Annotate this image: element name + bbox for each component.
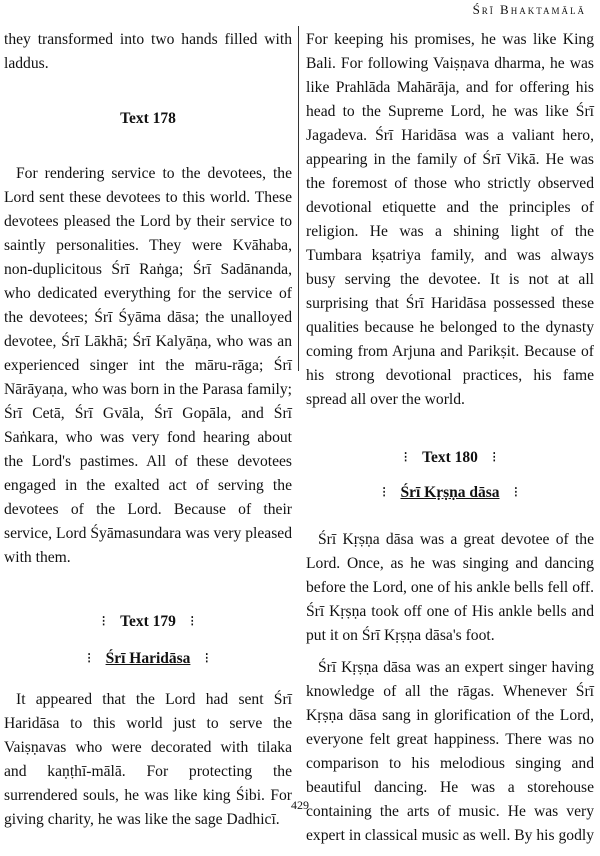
text-178-heading: Text 178 [120, 110, 176, 127]
text-179-title: Text 179 [120, 613, 176, 630]
haridasa-continuation-paragraph: For keeping his promises, he was like King Bali. For following Vaiṣṇava dharma, he was like Prahlāda Mahārāja, and for offering his head to the Supreme Lord, he was like Śrī Jagadeva. Śrī Haridāsa was a valiant hero, appearing in the family of Śrī Vikā. He was the foremost of those who strictly observed devotional etiquette and the principles of religion. He was a shining light of the Tumbara kṣatriya family, and was always busy serving the devotee. It is not at all surprising that Śrī Haridāsa possessed these qualities because he belonged to the dynasty coming from Arjuna and Parikṣit. Because of his strong devotional practices, his fame spread all over the world. [306, 31, 594, 408]
paragraph-continuation: they transformed into two hands filled with laddus. [4, 31, 292, 72]
right-column [306, 28, 594, 856]
krsna-dasa-subheading [306, 483, 594, 502]
ornament-right-icon: ⁝ [204, 651, 210, 667]
ornament-left-icon: ⁝ [403, 450, 409, 466]
page-number: 429 [291, 798, 309, 812]
haridasa-title: Śrī Haridāsa [105, 650, 191, 667]
krsna-dasa-title: Śrī Kṛṣṇa dāsa [400, 484, 500, 501]
ornament-left-icon: ⁝ [101, 614, 107, 630]
ornament-left-icon: ⁝ [381, 485, 387, 501]
running-header: Śrī Bhaktamālā [472, 2, 586, 17]
text-180-title: Text 180 [422, 449, 478, 466]
left-column [4, 28, 292, 840]
text-180-paragraph-1: Śrī Kṛṣṇa dāsa was a great devotee of the Lord. Once, as he was singing and dancing before the Lord, one of his ankle bells fell off. Śrī Kṛṣṇa took off one of His ankle bells and put it on Śrī Kṛṣṇa dāsa's foot. [306, 531, 594, 644]
haridasa-subheading [4, 649, 292, 668]
text-179-paragraph: It appeared that the Lord had sent Śrī Haridāsa to this world just to serve the Vaiṣṇavas who were decorated with tilaka and kaṇṭhī-mālā. For protecting the surrendered souls, he was like king Śibi. For giving charity, he was like the sage Dadhicī. [4, 691, 292, 828]
text-180-heading [306, 448, 594, 467]
ornament-right-icon: ⁝ [491, 450, 497, 466]
ornament-left-icon: ⁝ [86, 651, 92, 667]
text-180-paragraph-2: Śrī Kṛṣṇa dāsa was an expert singer having knowledge of all the rāgas. Whenever Śrī Kṛṣṇa dāsa sang in glorification of the Lord, everyone felt great happiness. There was no comparison to his melodious singing and beautiful dancing. He was a storehouse containing the arts of music. He was very expert in classical music as well. By his godly [306, 659, 594, 844]
text-179-heading [4, 612, 292, 631]
ornament-right-icon: ⁝ [513, 485, 519, 501]
column-divider [298, 26, 299, 371]
ornament-right-icon: ⁝ [189, 614, 195, 630]
text-178-paragraph: For rendering service to the devotees, the Lord sent these devotees to this world. These devotees pleased the Lord by their service to saintly personalities. They were Kvāhaba, non-duplicitous Śrī Raṅga; Śrī Sadānanda, who dedicated everything for the service of the devotees; Śrī Śyāma dāsa; the unalloyed devotee, Śrī Lākhā; Śrī Kalyāṇa, who was an experienced singer int the māru-rāga; Śrī Nārāyaṇa, who was born in the Parasa family; Śrī Cetā, Śrī Gvāla, Śrī Gopāla, and Śrī Saṅkara, who was very fond hearing about the Lord's pastimes. All of these devotees engaged in the exalted act of serving the devotees of the Lord. Because of their service, Lord Śyāmasundara was very pleased with them. [4, 165, 292, 566]
